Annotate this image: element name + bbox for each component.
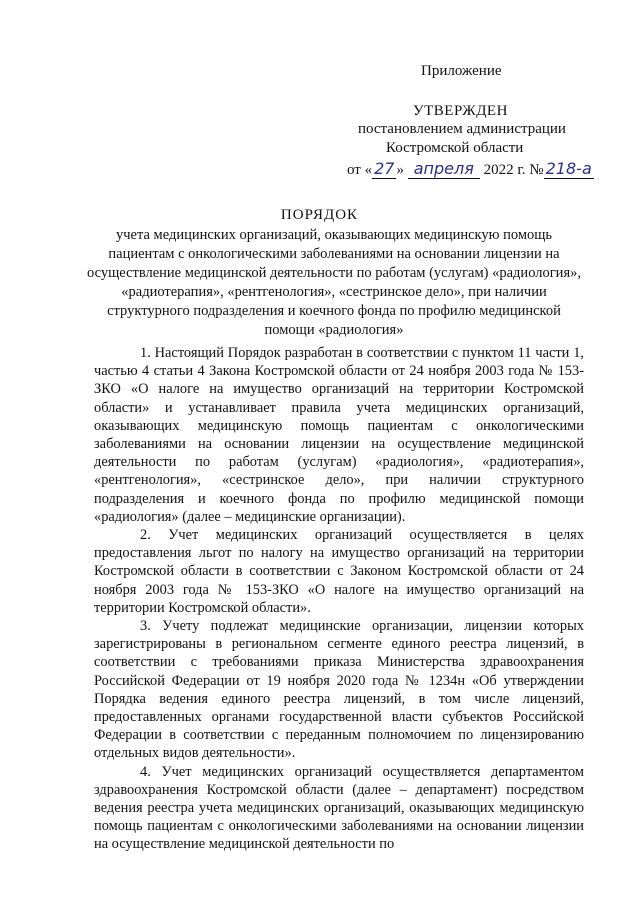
paragraph-2: 2. Учет медицинских организаций осуществляется в целях предоставления льгот по налогу на имущество организаций на территории Костромской области в соответствии с Законом Костромской области от 24 ноября 2003 года № 153-ЗКО «О налоге на имущество организаций на территории Костромской области». <box>94 527 584 616</box>
approved-region: Костромской области <box>386 140 524 156</box>
approved-label: УТВЕРЖДЕН <box>413 103 508 119</box>
approved-by: постановлением администрации <box>358 121 566 137</box>
document-body <box>94 344 584 854</box>
handwritten-number: 218-а <box>545 159 592 178</box>
appendix-label: Приложение <box>421 63 502 79</box>
paragraph-3: 3. Учету подлежат медицинские организации, лицензии которых зарегистрированы в региональном сегменте единого реестра лицензий, в соответствии с требованиями приказа Министерства здравоохранения Российской Федерации от 19 ноября 2020 года № 1234н «Об утверждении Порядка ведения единого реестра лицензий, в том числе лицензий, предоставленных органами государственной власти субъектов Российской Федерации в соответствии с переданным полномочием по лицензированию отдельных видов деятельности». <box>94 618 584 762</box>
date-mid: » <box>396 162 404 178</box>
date-prefix: от « <box>347 162 373 178</box>
handwritten-day: 27 <box>374 159 395 178</box>
approval-date-line <box>347 159 594 180</box>
paragraph-4: 4. Учет медицинских организаций осуществляется департаментом здравоохранения Костромской области (далее – департамент) посредством ведения реестра учета медицинских организаций, оказывающих медицинскую помощь пациентам с онкологическими заболеваниями на основании лицензии на осуществление медицинской деятельности по <box>94 763 584 853</box>
document-title: ПОРЯДОК <box>280 207 359 223</box>
paragraph-1: 1. Настоящий Порядок разработан в соответствии с пунктом 11 части 1, частью 4 статьи 4 Закона Костромской области от 24 ноября 2003 года № 153-ЗКО «О налоге на имущество организаций на территории Костромской области» и устанавливает правила учета медицинских организаций, оказывающих медицинскую помощь пациентам с онкологическими заболеваниями на основании лицензии на осуществление медицинской деятельности по работам (услугам) «радиология», «радиотерапия», «рентгенология», «сестринское дело», при наличии структурного подразделения и коечного фонда по профилю медицинской помощи «радиология» (далее – медицинские организации). <box>94 345 584 525</box>
handwritten-month: апреля <box>408 159 480 179</box>
document-subtitle: учета медицинских организаций, оказывающих медицинскую помощь пациентам с онкологическими заболеваниями на основании лицензии на осуществление медицинской деятельности по работам (услугам) «радиология», «радиотерапия», «рентгенология», «сестринское дело», при наличии структурного подразделения и коечного фонда по профилю медицинской помощи «радиология» <box>87 227 581 338</box>
year-text: 2022 г. № <box>483 162 544 178</box>
